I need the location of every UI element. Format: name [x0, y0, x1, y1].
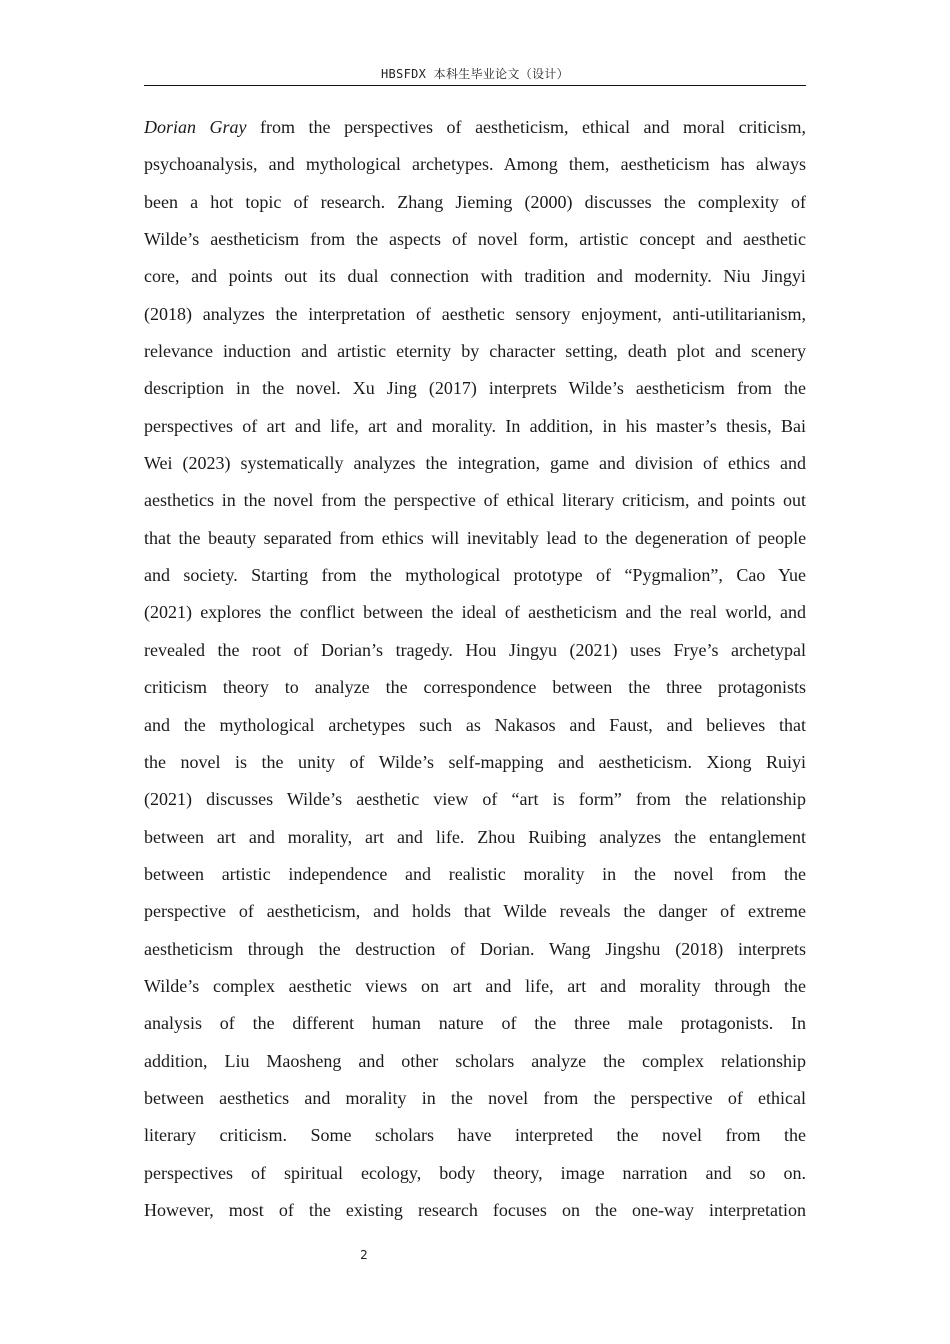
- text-line: [144, 632, 806, 669]
- line-text: between aesthetics and morality in the novel from the perspective of ethical: [144, 1087, 806, 1108]
- text-line: [144, 221, 806, 258]
- line-text: addition, Liu Maosheng and other scholars analyze the complex relationship: [144, 1050, 806, 1071]
- text-line: [144, 856, 806, 893]
- line-text: aesthetics in the novel from the perspective of ethical literary criticism, and points out: [144, 490, 806, 511]
- line-text: perspectives of art and life, art and morality. In addition, in his master’s thesis, Bai: [144, 415, 806, 436]
- text-line: [144, 893, 806, 930]
- line-text: between art and morality, art and life. Zhou Ruibing analyzes the entanglement: [144, 826, 806, 847]
- line-text: and society. Starting from the mythological prototype of “Pygmalion”, Cao Yue: [144, 565, 806, 586]
- text-line: [144, 1155, 806, 1192]
- text-line: [144, 968, 806, 1005]
- text-line: [144, 1005, 806, 1042]
- header-divider: [144, 85, 806, 86]
- line-text: perspective of aestheticism, and holds that Wilde reveals the danger of extreme: [144, 901, 806, 922]
- text-line: [144, 557, 806, 594]
- text-line: [144, 333, 806, 370]
- line-text: Wilde’s aestheticism from the aspects of novel form, artistic concept and aesthetic: [144, 229, 806, 250]
- text-line: [144, 707, 806, 744]
- line-text: Wilde’s complex aesthetic views on art and life, art and morality through the: [144, 975, 806, 996]
- text-line: [144, 1117, 806, 1154]
- line-text: from the perspectives of aestheticism, ethical and moral criticism,: [246, 117, 806, 137]
- line-text: between artistic independence and realistic morality in the novel from the: [144, 863, 806, 884]
- line-text: revealed the root of Dorian’s tragedy. Hou Jingyu (2021) uses Frye’s archetypal: [144, 639, 806, 660]
- line-text: aestheticism through the destruction of Dorian. Wang Jingshu (2018) interprets: [144, 938, 806, 959]
- line-text: relevance induction and artistic eternity by character setting, death plot and scenery: [144, 341, 806, 362]
- text-line: [144, 594, 806, 631]
- line-text: been a hot topic of research. Zhang Jieming (2000) discusses the complexity of: [144, 191, 806, 212]
- text-line: [144, 296, 806, 333]
- text-line: [144, 184, 806, 221]
- text-line: [144, 931, 806, 968]
- text-line: [144, 370, 806, 407]
- line-text: However, most of the existing research focuses on the one-way interpretation: [144, 1199, 806, 1220]
- line-text: core, and points out its dual connection with tradition and modernity. Niu Jingyi: [144, 266, 806, 287]
- text-line: [144, 109, 806, 146]
- text-line: [144, 744, 806, 781]
- text-line: [144, 520, 806, 557]
- running-header: HBSFDX 本科生毕业论文（设计）: [381, 67, 569, 81]
- text-line: [144, 258, 806, 295]
- text-line: [144, 1080, 806, 1117]
- line-text: criticism theory to analyze the correspondence between the three protagonists: [144, 677, 806, 698]
- text-line: [144, 1192, 806, 1229]
- body-paragraph: [144, 109, 806, 1229]
- line-text: (2021) discusses Wilde’s aesthetic view of “art is form” from the relationship: [144, 789, 806, 810]
- line-text: analysis of the different human nature of the three male protagonists. In: [144, 1013, 806, 1034]
- line-text: the novel is the unity of Wilde’s self-mapping and aestheticism. Xiong Ruiyi: [144, 751, 806, 772]
- text-line: [144, 819, 806, 856]
- line-text: (2021) explores the conflict between the ideal of aestheticism and the real world, and: [144, 602, 806, 623]
- text-line: [144, 669, 806, 706]
- line-text: Wei (2023) systematically analyzes the integration, game and division of ethics and: [144, 453, 806, 474]
- text-line: [144, 146, 806, 183]
- text-line: [144, 1043, 806, 1080]
- text-line: [144, 445, 806, 482]
- line-text: (2018) analyzes the interpretation of aesthetic sensory enjoyment, anti-utilitarianism,: [144, 303, 806, 324]
- line-text: psychoanalysis, and mythological archetypes. Among them, aestheticism has always: [144, 154, 806, 175]
- text-line: [144, 781, 806, 818]
- book-title: Dorian Gray: [144, 117, 247, 137]
- line-text: that the beauty separated from ethics will inevitably lead to the degeneration of people: [144, 527, 806, 548]
- line-text: perspectives of spiritual ecology, body theory, image narration and so on.: [144, 1162, 806, 1183]
- line-text: literary criticism. Some scholars have interpreted the novel from the: [144, 1125, 806, 1146]
- page-number: 2: [360, 1248, 368, 1262]
- line-text: and the mythological archetypes such as Nakasos and Faust, and believes that: [144, 714, 806, 735]
- text-line: [144, 408, 806, 445]
- text-line: [144, 482, 806, 519]
- line-text: description in the novel. Xu Jing (2017) interprets Wilde’s aestheticism from the: [144, 378, 806, 399]
